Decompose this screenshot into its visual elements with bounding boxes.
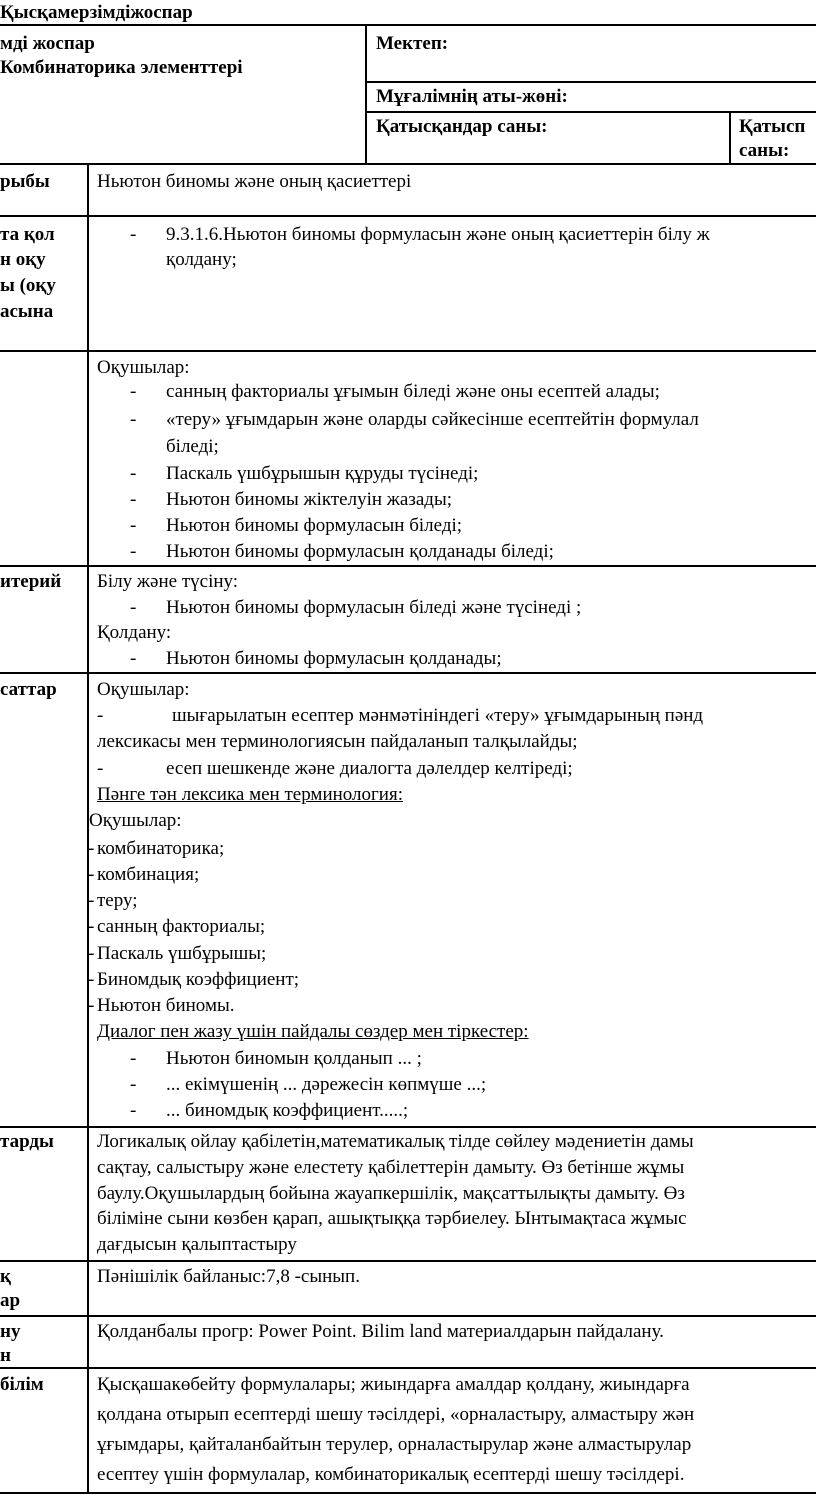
row-label: итерий	[0, 571, 62, 592]
bullet-dash: -	[88, 890, 95, 911]
values-text: дағдысын қалыптастыру	[97, 1234, 297, 1255]
goal-item: Ньютон биномы формуласын біледі;	[166, 515, 463, 536]
lexicon-heading: Пәнге тән лексика мен терминология:	[97, 784, 403, 805]
values-text: баулу.Оқушылардың бойына жауапкершілік, мақсаттылықты дамыту. Өз	[97, 1183, 685, 1204]
bullet-dash: -	[130, 1100, 137, 1121]
table-rule	[0, 163, 816, 165]
table-rule	[0, 1260, 816, 1262]
criteria-item: Ньютон биномы формуласын біледі және түсінеді ;	[166, 597, 582, 618]
document-title: Қысқамерзімдіжоспар	[0, 2, 193, 23]
row-label: н оқу	[0, 249, 46, 270]
attendees-label: Қатысқандар саны:	[376, 116, 548, 137]
values-text: сақтау, салыстыру және елестету қабілеттерін дамыту. Өз бетінше жұмы	[97, 1157, 685, 1178]
bullet-dash: -	[88, 995, 95, 1016]
table-rule	[0, 1492, 816, 1494]
prior-text: Қысқашакөбейту формулалары; жиындарға амалдар қолдану, жиындарға	[97, 1374, 690, 1395]
values-text: біліміне сыни көзбен қарап, ашықтыққа тәрбиелеу. Ынтымақтаса жұмыс	[97, 1208, 687, 1229]
bullet-dash: -	[130, 515, 137, 536]
bullet-dash: -	[97, 758, 104, 779]
bullet-dash: -	[88, 864, 95, 885]
lesson-topic: Ньютон биномы және оның қасиеттері	[97, 171, 412, 192]
language-text: шығарылатын есептер мәнмәтініндегі «теру» ұғымдарының пәнд	[172, 705, 704, 726]
bullet-dash: -	[130, 463, 137, 484]
criteria-heading: Қолдану:	[97, 622, 172, 643]
term-item: Ньютон биномы.	[97, 995, 235, 1016]
bullet-dash: -	[88, 943, 95, 964]
table-rule	[0, 1126, 816, 1128]
term-item: Паскаль үшбұрышы;	[97, 943, 267, 964]
bullet-dash: -	[130, 224, 137, 245]
goal-item: Паскаль үшбұрышын құруды түсінеді;	[166, 463, 479, 484]
objective-text: қолдану;	[166, 249, 237, 270]
goal-item: «теру» ұғымдарын және оларды сәйкесінше есептейтін формулал	[166, 409, 699, 430]
bullet-dash: -	[130, 597, 137, 618]
goal-item: санның факториалы ұғымын біледі және оны есептей алады;	[166, 381, 660, 402]
term-item: санның факториалы;	[97, 916, 266, 937]
language-text: лексикасы мен терминологиясын пайдаланып талқылайды;	[97, 731, 578, 752]
table-rule	[0, 1367, 816, 1369]
row-label: саттар	[0, 679, 57, 700]
goal-item: біледі;	[166, 436, 219, 457]
row-label: та қол	[0, 224, 55, 245]
goals-intro: Оқушылар:	[97, 357, 190, 378]
criteria-heading: Білу және түсіну:	[97, 571, 239, 592]
values-text: Логикалық ойлау қабілетін,математикалық тілде сөйлеу мәдениетін дамы	[97, 1131, 694, 1152]
phrase-item: Ньютон биномын қолданып ... ;	[166, 1048, 422, 1069]
language-intro: Оқушылар:	[97, 679, 190, 700]
absent-label: саны:	[739, 140, 790, 161]
row-label: тарды	[0, 1131, 54, 1152]
table-rule	[365, 24, 367, 164]
row-label: рыбы	[0, 171, 50, 192]
row-label: білім	[0, 1374, 44, 1395]
links-text: Пәнішілік байланыс:7,8 -сынып.	[97, 1266, 360, 1287]
goal-item: Ньютон биномы формуласын қолданады біледі;	[166, 541, 554, 562]
bullet-dash: -	[130, 1048, 137, 1069]
table-rule	[0, 1315, 816, 1317]
table-rule	[0, 24, 816, 26]
prior-text: ұғымдары, қайталанбайтын терулер, орналастырулар және алмастырулар	[97, 1434, 692, 1455]
table-rule	[729, 111, 731, 164]
goal-item: Ньютон биномы жіктелуін жазады;	[166, 489, 452, 510]
plan-label: мді жоспар	[0, 33, 95, 54]
table-rule	[0, 350, 816, 352]
bullet-dash: -	[130, 541, 137, 562]
phrase-item: ... екімүшенің ... дәрежесін көпмүше ...;	[166, 1074, 487, 1095]
row-label: ну	[0, 1321, 21, 1342]
term-item: комбинация;	[97, 864, 200, 885]
row-label: н	[0, 1345, 11, 1366]
dialog-heading: Диалог пен жазу үшін пайдалы сөздер мен тіркестер:	[97, 1021, 529, 1042]
teacher-label: Мұғалімнің аты-жөні:	[376, 86, 568, 107]
table-rule	[366, 111, 816, 113]
bullet-dash: -	[130, 1074, 137, 1095]
language-text: есеп шешкенде және диалогта дәлелдер келтіреді;	[166, 758, 573, 779]
bullet-dash: -	[88, 969, 95, 990]
term-item: комбинаторика;	[97, 838, 225, 859]
row-label: ы (оқу	[0, 275, 56, 296]
table-rule	[0, 565, 816, 567]
phrase-item: ... биномдық коэффициент.....;	[166, 1100, 409, 1121]
criteria-item: Ньютон биномы формуласын қолданады;	[166, 648, 502, 669]
bullet-dash: -	[130, 648, 137, 669]
bullet-dash: -	[130, 381, 137, 402]
absent-label: Қатысп	[739, 116, 806, 137]
row-label: ар	[0, 1290, 21, 1311]
bullet-dash: -	[88, 838, 95, 859]
prior-text: қолдана отырып есептерді шешу тәсілдері, «орналастыру, алмастыру жән	[97, 1404, 695, 1425]
term-item: теру;	[97, 890, 138, 911]
lexicon-intro: Оқушылар:	[89, 810, 182, 831]
table-rule	[366, 81, 816, 83]
table-rule	[0, 215, 816, 217]
bullet-dash: -	[97, 705, 104, 726]
school-label: Мектеп:	[376, 33, 449, 54]
bullet-dash: -	[130, 409, 137, 430]
table-rule	[0, 672, 816, 674]
bullet-dash: -	[88, 916, 95, 937]
objective-text: 9.3.1.6.Ньютон биномы формуласын және оның қасиеттерін білу ж	[166, 224, 710, 245]
term-item: Биномдық коэффициент;	[97, 969, 300, 990]
topic-label: Комбинаторика элементтері	[0, 57, 243, 78]
row-label: қ	[0, 1266, 11, 1287]
row-label: асына	[0, 301, 54, 322]
prior-text: есептеу үшін формулалар, комбинаторикалық есептерді шешу тәсілдері.	[97, 1464, 685, 1485]
ict-text: Қолданбалы прогр: Power Point. Bilim land материалдарын пайдалану.	[97, 1321, 664, 1342]
bullet-dash: -	[130, 489, 137, 510]
